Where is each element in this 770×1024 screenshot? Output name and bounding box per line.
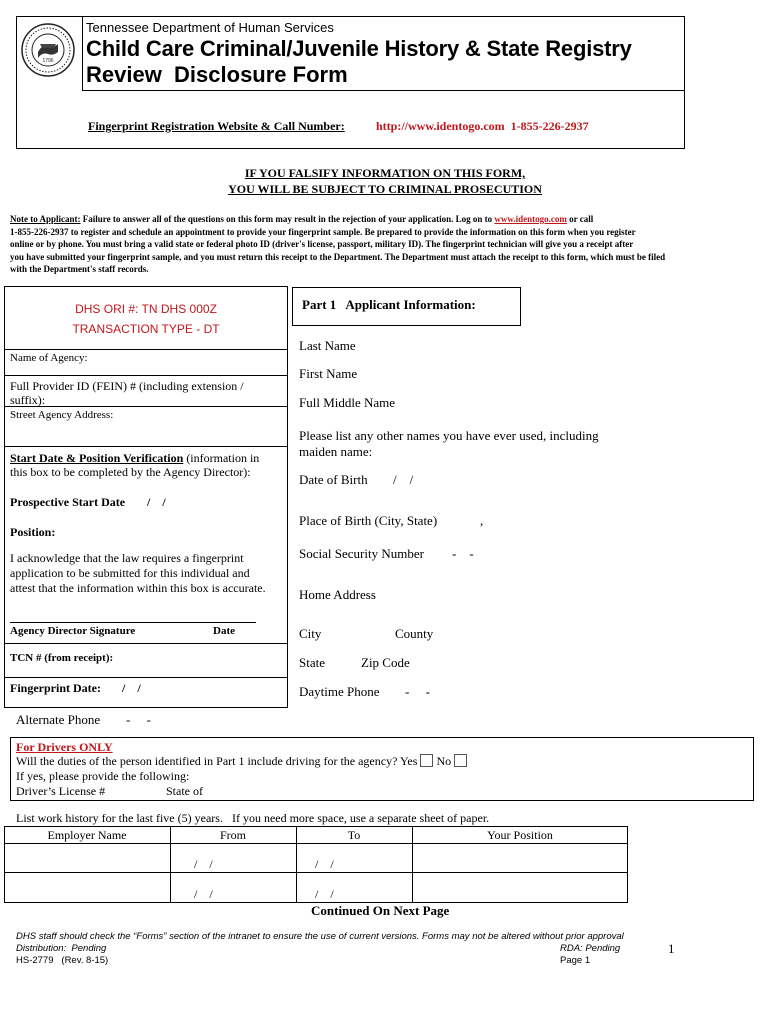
fingerprint-date-field[interactable]: Fingerprint Date: (10, 681, 101, 695)
provider-id-field-line1[interactable]: Full Provider ID (FEIN) # (including extension / (10, 379, 244, 393)
staff-note: DHS staff should check the “Forms” section of the intranet to ensure the use of current versions. Forms may not be altered without prior approval (16, 931, 624, 942)
agency-row-divider (4, 375, 288, 376)
table-row-divider (4, 872, 628, 873)
header-divider-vertical (82, 16, 83, 90)
tennessee-seal-icon (20, 22, 76, 78)
acknowledgement-line2: application to be submitted for this individual and (10, 566, 250, 580)
agency-row-divider (4, 677, 288, 678)
provider-id-field-line2: suffix): (10, 393, 46, 407)
tcn-field[interactable]: TCN # (from receipt): (10, 652, 114, 664)
yes-checkbox[interactable] (420, 754, 433, 767)
department-name: Tennessee Department of Human Services (86, 20, 334, 35)
zip-code-field[interactable]: Zip Code (361, 655, 410, 670)
prospective-start-date-field[interactable]: Prospective Start Date (10, 495, 126, 509)
agency-director-signature-label: Agency Director Signature (10, 625, 136, 637)
column-header-employer: Employer Name (47, 828, 127, 842)
transaction-type: TRANSACTION TYPE - DT (72, 322, 220, 336)
start-date-heading-rest: (information in (183, 451, 260, 465)
form-title-line2: Review Disclosure Form (86, 62, 348, 87)
part1-heading: Part 1 Applicant Information: (302, 297, 476, 312)
signature-date-label: Date (213, 625, 235, 637)
falsify-warning-line1: IF YOU FALSIFY INFORMATION ON THIS FORM, (244, 166, 526, 180)
header-divider-horizontal (82, 90, 685, 91)
identogo-link[interactable]: www.identogo.com (494, 214, 567, 224)
note-line3: online or by phone. You must bring a valid state or federal photo ID (driver's license, passport, military ID). The fingerprint technician will give you a receipt after (10, 239, 634, 249)
svg-text:1796: 1796 (42, 58, 54, 64)
page-label: Page 1 (560, 955, 591, 966)
state-field[interactable]: State (299, 655, 325, 670)
driving-duties-question (16, 754, 467, 769)
distribution: Distribution: Pending (16, 943, 107, 954)
row2-to-date[interactable]: / / (315, 887, 334, 901)
agency-row-divider (4, 446, 288, 447)
rda: RDA: Pending (560, 943, 621, 954)
row2-from-date[interactable]: / / (194, 887, 213, 901)
other-names-line2: maiden name: (299, 444, 373, 459)
first-name-field[interactable]: First Name (299, 366, 358, 381)
other-names-line1[interactable]: Please list any other names you have ever used, including (299, 428, 599, 443)
note-text-part1: Failure to answer all of the questions on this form may result in the rejection of your application. Log on to (80, 214, 495, 224)
city-field[interactable]: City (299, 626, 322, 641)
note-text-part2: or call (566, 214, 594, 224)
acknowledgement-line1: I acknowledge that the law requires a fingerprint (10, 551, 244, 565)
dhs-ori-number: DHS ORI #: TN DHS 000Z (75, 302, 217, 316)
acknowledgement-line3: attest that the information within this box is accurate. (10, 581, 266, 595)
county-field[interactable]: County (395, 626, 434, 641)
start-date-heading-line2: this box to be completed by the Agency Director): (10, 465, 251, 479)
license-state-field[interactable]: State of (166, 784, 203, 798)
daytime-phone-field[interactable]: Daytime Phone (299, 684, 380, 699)
date-of-birth-field[interactable]: Date of Birth (299, 472, 368, 487)
work-history-intro: List work history for the last five (5) years. If you need more space, use a separate sheet of paper. (16, 811, 490, 825)
daytime-phone-dashes: - - (405, 684, 430, 699)
table-header-divider (4, 843, 628, 844)
note-label: Note to Applicant: (10, 214, 81, 224)
alternate-phone-field[interactable]: Alternate Phone (16, 712, 101, 727)
last-name-field[interactable]: Last Name (299, 338, 356, 353)
date-of-birth-slashes: / / (393, 472, 414, 487)
column-header-to: To (347, 828, 361, 842)
place-of-birth-field[interactable]: Place of Birth (City, State) (299, 513, 438, 528)
column-header-from: From (219, 828, 246, 842)
note-line2: 1-855-226-2937 to register and schedule an appointment to provide your fingerprint sample. Be prepared to provide the information on this form when you register (10, 226, 636, 237)
place-of-birth-comma: , (480, 513, 484, 528)
start-date-heading-bold: Start Date & Position Verification (10, 451, 184, 465)
form-number: HS-2779 (Rev. 8-15) (16, 955, 109, 966)
column-header-position: Your Position (487, 828, 553, 842)
page-number: 1 (668, 941, 675, 956)
home-address-field[interactable]: Home Address (299, 587, 376, 602)
continued-on-next-page: Continued On Next Page (311, 903, 450, 918)
row1-to-date[interactable]: / / (315, 857, 334, 871)
middle-name-field[interactable]: Full Middle Name (299, 395, 396, 410)
position-field[interactable]: Position: (10, 525, 56, 539)
falsify-warning-line2: YOU WILL BE SUBJECT TO CRIMINAL PROSECUTION (228, 182, 542, 196)
drivers-license-field[interactable]: Driver’s License # (16, 784, 106, 798)
fingerprint-registration-label: Fingerprint Registration Website & Call Number: (88, 119, 345, 133)
fingerprint-registration-value[interactable]: http://www.identogo.com 1-855-226-2937 (376, 119, 589, 133)
form-title-line1: Child Care Criminal/Juvenile History & State Registry (86, 36, 632, 61)
driving-question-text: Will the duties of the person identified in Part 1 include driving for the agency? Yes (16, 754, 418, 768)
agency-row-divider (4, 406, 288, 407)
ssn-field[interactable]: Social Security Number (299, 546, 424, 561)
agency-row-divider (4, 643, 288, 644)
no-label: No (436, 754, 452, 768)
agency-row-divider (4, 349, 288, 350)
fingerprint-date-slashes: / / (122, 681, 141, 695)
if-yes-instruction: If yes, please provide the following: (16, 769, 190, 783)
signature-line[interactable] (10, 622, 256, 623)
start-date-heading (10, 451, 259, 466)
note-line4: you have submitted your fingerprint sample, and you must return this receipt to the Department. The Department must attach the receipt to this form, which must be filed (10, 251, 666, 262)
note-to-applicant (10, 213, 760, 276)
street-address-field[interactable]: Street Agency Address: (10, 409, 114, 421)
ssn-dashes: - - (452, 546, 474, 561)
note-line5: with the Department's staff records. (10, 264, 149, 274)
drivers-only-heading: For Drivers ONLY (16, 740, 113, 754)
agency-name-field[interactable]: Name of Agency: (10, 352, 88, 364)
alternate-phone-dashes: - - (126, 712, 151, 727)
row1-from-date[interactable]: / / (194, 857, 213, 871)
prospective-start-date-slashes: / / (147, 495, 166, 509)
no-checkbox[interactable] (454, 754, 467, 767)
